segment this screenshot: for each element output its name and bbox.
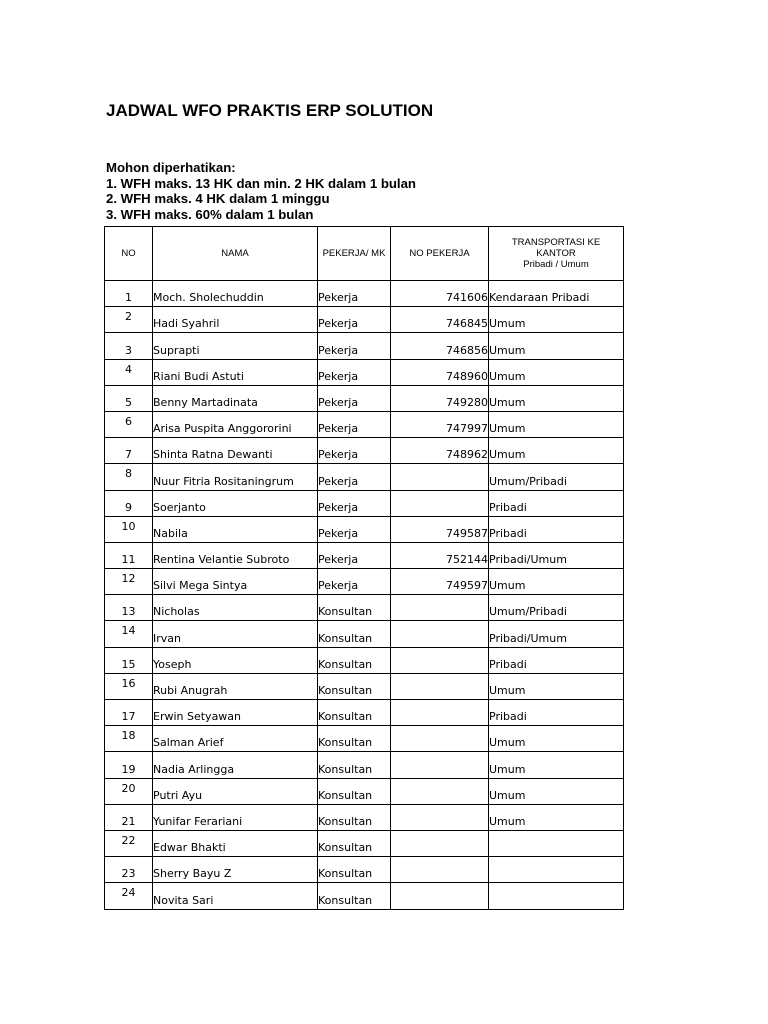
row-no: 23 xyxy=(105,857,153,883)
row-no-pekerja xyxy=(391,647,489,673)
row-no: 11 xyxy=(105,542,153,568)
row-no: 6 xyxy=(105,411,153,437)
table-row xyxy=(105,542,624,568)
row-no: 1 xyxy=(105,281,153,307)
row-no-pekerja xyxy=(391,595,489,621)
row-nama: Rubi Anugrah xyxy=(153,673,318,699)
row-no-pekerja xyxy=(391,726,489,752)
row-nama: Benny Martadinata xyxy=(153,385,318,411)
row-transport: Pribadi xyxy=(489,516,624,542)
row-status: Pekerja xyxy=(318,307,391,333)
row-nama: Yunifar Ferariani xyxy=(153,804,318,830)
row-status: Konsultan xyxy=(318,595,391,621)
table-row xyxy=(105,883,624,909)
row-nama: Hadi Syahril xyxy=(153,307,318,333)
table-row xyxy=(105,490,624,516)
row-transport: Pribadi xyxy=(489,490,624,516)
row-nama: Suprapti xyxy=(153,333,318,359)
table-row xyxy=(105,595,624,621)
row-transport: Umum/Pribadi xyxy=(489,595,624,621)
row-nama: Novita Sari xyxy=(153,883,318,909)
row-no-pekerja: 746845 xyxy=(391,307,489,333)
header-pekerja-mk: PEKERJA/ MK xyxy=(318,227,391,281)
row-nama: Yoseph xyxy=(153,647,318,673)
row-transport: Umum xyxy=(489,385,624,411)
row-transport xyxy=(489,830,624,856)
header-transportasi-line1: TRANSPORTASI KE xyxy=(511,237,601,248)
row-status: Pekerja xyxy=(318,569,391,595)
row-nama: Arisa Puspita Anggororini xyxy=(153,411,318,437)
notes-section xyxy=(106,160,416,222)
row-no: 4 xyxy=(105,359,153,385)
header-transportasi-line2: KANTOR xyxy=(536,248,576,259)
row-no: 16 xyxy=(105,673,153,699)
row-no: 19 xyxy=(105,752,153,778)
row-transport: Pribadi/Umum xyxy=(489,542,624,568)
row-no-pekerja xyxy=(391,883,489,909)
table-row xyxy=(105,569,624,595)
row-no-pekerja: 749587 xyxy=(391,516,489,542)
row-nama: Riani Budi Astuti xyxy=(153,359,318,385)
row-status: Pekerja xyxy=(318,542,391,568)
table-row xyxy=(105,673,624,699)
row-status: Pekerja xyxy=(318,411,391,437)
row-nama: Erwin Setyawan xyxy=(153,700,318,726)
row-no-pekerja: 749280 xyxy=(391,385,489,411)
row-no: 18 xyxy=(105,726,153,752)
row-transport: Umum xyxy=(489,411,624,437)
row-no: 13 xyxy=(105,595,153,621)
table-row xyxy=(105,333,624,359)
row-no-pekerja: 746856 xyxy=(391,333,489,359)
header-transportasi xyxy=(489,227,624,281)
row-nama: Shinta Ratna Dewanti xyxy=(153,438,318,464)
row-no: 22 xyxy=(105,830,153,856)
header-no-pekerja: NO PEKERJA xyxy=(391,227,489,281)
row-no: 5 xyxy=(105,385,153,411)
table-row xyxy=(105,857,624,883)
row-status: Konsultan xyxy=(318,621,391,647)
table-row xyxy=(105,752,624,778)
row-status: Konsultan xyxy=(318,778,391,804)
row-nama: Silvi Mega Sintya xyxy=(153,569,318,595)
table-row xyxy=(105,438,624,464)
table-row xyxy=(105,726,624,752)
row-transport: Umum xyxy=(489,569,624,595)
table-row xyxy=(105,804,624,830)
row-no-pekerja: 741606 xyxy=(391,281,489,307)
row-no-pekerja xyxy=(391,673,489,699)
row-no: 20 xyxy=(105,778,153,804)
row-status: Pekerja xyxy=(318,333,391,359)
row-transport: Umum xyxy=(489,778,624,804)
table-row xyxy=(105,385,624,411)
row-transport: Umum xyxy=(489,333,624,359)
row-no: 14 xyxy=(105,621,153,647)
row-transport xyxy=(489,857,624,883)
header-transportasi-line3: Pribadi / Umum xyxy=(523,259,589,270)
row-status: Pekerja xyxy=(318,281,391,307)
row-status: Konsultan xyxy=(318,883,391,909)
row-transport: Umum xyxy=(489,752,624,778)
row-no-pekerja xyxy=(391,621,489,647)
row-nama: Nadia Arlingga xyxy=(153,752,318,778)
row-nama: Soerjanto xyxy=(153,490,318,516)
row-no-pekerja xyxy=(391,778,489,804)
row-no: 9 xyxy=(105,490,153,516)
table-body xyxy=(105,281,624,910)
row-nama: Irvan xyxy=(153,621,318,647)
table-row xyxy=(105,464,624,490)
row-no: 17 xyxy=(105,700,153,726)
row-no-pekerja xyxy=(391,464,489,490)
page-title: JADWAL WFO PRAKTIS ERP SOLUTION xyxy=(106,101,434,120)
row-no: 8 xyxy=(105,464,153,490)
row-transport: Pribadi/Umum xyxy=(489,621,624,647)
row-no: 10 xyxy=(105,516,153,542)
row-nama: Rentina Velantie Subroto xyxy=(153,542,318,568)
row-no-pekerja xyxy=(391,804,489,830)
table-row xyxy=(105,700,624,726)
table-row xyxy=(105,516,624,542)
row-status: Konsultan xyxy=(318,673,391,699)
row-status: Konsultan xyxy=(318,830,391,856)
row-nama: Salman Arief xyxy=(153,726,318,752)
table-row xyxy=(105,411,624,437)
row-nama: Nabila xyxy=(153,516,318,542)
table-header xyxy=(105,227,624,281)
table-row xyxy=(105,281,624,307)
row-transport: Umum xyxy=(489,438,624,464)
row-no: 2 xyxy=(105,307,153,333)
row-transport: Umum xyxy=(489,673,624,699)
row-transport: Umum xyxy=(489,307,624,333)
row-transport: Pribadi xyxy=(489,700,624,726)
row-nama: Putri Ayu xyxy=(153,778,318,804)
row-no-pekerja: 748960 xyxy=(391,359,489,385)
header-nama: NAMA xyxy=(153,227,318,281)
row-nama: Nuur Fitria Rositaningrum xyxy=(153,464,318,490)
header-row xyxy=(105,227,624,281)
row-status: Pekerja xyxy=(318,516,391,542)
row-no-pekerja xyxy=(391,830,489,856)
note-item-2: 2. WFH maks. 4 HK dalam 1 minggu xyxy=(106,191,330,206)
row-no-pekerja: 748962 xyxy=(391,438,489,464)
row-no-pekerja xyxy=(391,752,489,778)
row-status: Konsultan xyxy=(318,726,391,752)
schedule-table xyxy=(104,226,624,910)
row-status: Konsultan xyxy=(318,804,391,830)
notes-heading: Mohon diperhatikan: xyxy=(106,160,236,175)
header-no: NO xyxy=(105,227,153,281)
row-status: Pekerja xyxy=(318,490,391,516)
row-transport: Umum xyxy=(489,359,624,385)
row-no: 3 xyxy=(105,333,153,359)
row-no-pekerja: 747997 xyxy=(391,411,489,437)
row-no-pekerja xyxy=(391,490,489,516)
row-status: Pekerja xyxy=(318,464,391,490)
row-transport: Pribadi xyxy=(489,647,624,673)
table-row xyxy=(105,647,624,673)
table-row xyxy=(105,307,624,333)
row-status: Pekerja xyxy=(318,385,391,411)
note-item-1: 1. WFH maks. 13 HK dan min. 2 HK dalam 1 bulan xyxy=(106,175,416,191)
row-transport: Umum xyxy=(489,726,624,752)
row-status: Konsultan xyxy=(318,700,391,726)
row-nama: Moch. Sholechuddin xyxy=(153,281,318,307)
row-status: Pekerja xyxy=(318,359,391,385)
table-row xyxy=(105,359,624,385)
row-no: 7 xyxy=(105,438,153,464)
row-transport: Kendaraan Pribadi xyxy=(489,281,624,307)
row-nama: Nicholas xyxy=(153,595,318,621)
row-transport xyxy=(489,883,624,909)
table-row xyxy=(105,778,624,804)
row-no: 21 xyxy=(105,804,153,830)
row-no-pekerja: 749597 xyxy=(391,569,489,595)
row-status: Konsultan xyxy=(318,752,391,778)
row-nama: Edwar Bhakti xyxy=(153,830,318,856)
note-item-3: 3. WFH maks. 60% dalam 1 bulan xyxy=(106,206,314,222)
row-nama: Sherry Bayu Z xyxy=(153,857,318,883)
row-status: Pekerja xyxy=(318,438,391,464)
row-status: Konsultan xyxy=(318,647,391,673)
row-no: 24 xyxy=(105,883,153,909)
row-no: 12 xyxy=(105,569,153,595)
row-transport: Umum/Pribadi xyxy=(489,464,624,490)
row-status: Konsultan xyxy=(318,857,391,883)
row-no-pekerja: 752144 xyxy=(391,542,489,568)
table-row xyxy=(105,621,624,647)
row-no-pekerja xyxy=(391,700,489,726)
row-no-pekerja xyxy=(391,857,489,883)
row-transport: Umum xyxy=(489,804,624,830)
table-row xyxy=(105,830,624,856)
row-no: 15 xyxy=(105,647,153,673)
